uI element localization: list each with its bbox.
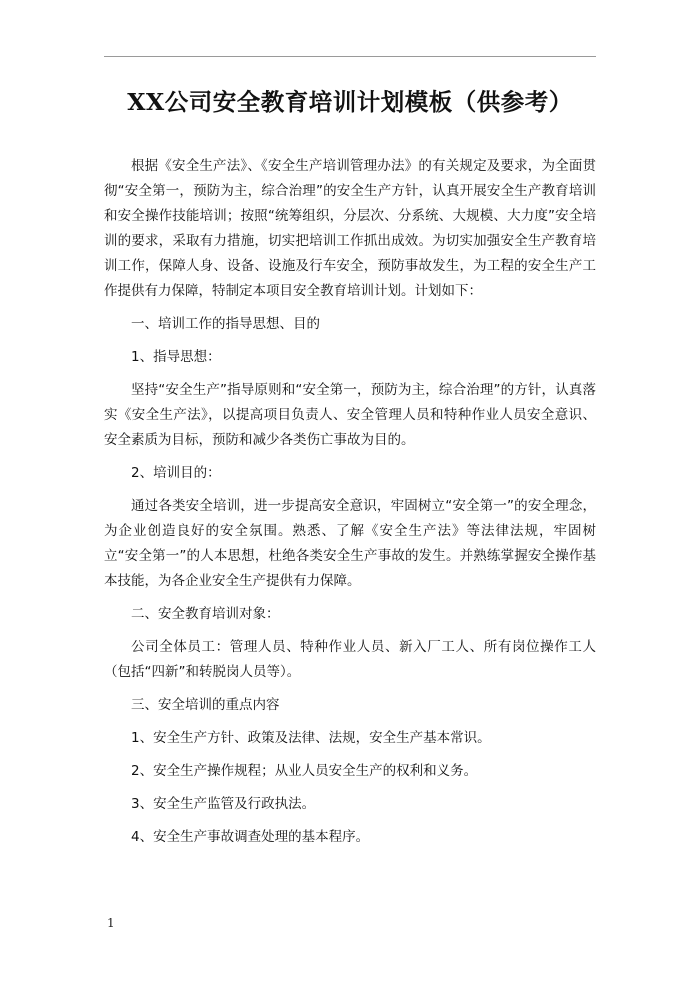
section-heading-1: 一、培训工作的指导思想、目的: [131, 316, 320, 332]
list-item: 4、安全生产事故调查处理的基本程序。: [131, 829, 370, 845]
list-item: 2、安全生产操作规程；从业人员安全生产的权利和义务。: [131, 763, 478, 779]
subheading-guiding-ideology: 1、指导思想：: [131, 349, 221, 365]
document-title: XX公司安全教育培训计划模板（供参考）: [127, 88, 573, 116]
header-rule: [104, 56, 596, 57]
intro-paragraph: 根据《安全生产法》、《安全生产培训管理办法》的有关规定及要求，为全面贯彻“安全第一，预防为主，综合治理”的安全生产方针，认真开展安全生产教育培训和安全操作技能培训；按照“统筹组织，分层次、分系统、大规模、大力度”安全培训的要求，采取有力措施，切实把培训工作抓出成效。为切实加强安全生产教育培训工作，保障人身、设备、设施及行车安全，预防事故发生，为工程的安全生产工作提供有力保障，特制定本项目安全教育培训计划。计划如下：: [104, 158, 596, 299]
paragraph-training-targets: 公司全体员工：管理人员、特种作业人员、新入厂工人、所有岗位操作工人（包括“四新”和转脱岗人员等）。: [104, 639, 596, 680]
paragraph-guiding-ideology: 坚持“安全生产”指导原则和“安全第一，预防为主，综合治理”的方针，认真落实《安全生产法》，以提高项目负责人、安全管理人员和特种作业人员安全意识、安全素质为目标，预防和减少各类伤亡事故为目的。: [104, 382, 596, 448]
subheading-training-purpose: 2、培训目的：: [131, 465, 221, 481]
list-item: 1、安全生产方针、政策及法律、法规，安全生产基本常识。: [131, 730, 491, 746]
paragraph-training-purpose: 通过各类安全培训，进一步提高安全意识，牢固树立“安全第一”的安全理念，为企业创造良好的安全氛围。熟悉、了解《安全生产法》等法律法规，牢固树立“安全第一”的人本思想，杜绝各类安全生产事故的发生。并熟练掌握安全操作基本技能，为各企业安全生产提供有力保障。: [104, 498, 596, 589]
section-heading-3: 三、安全培训的重点内容: [131, 697, 280, 713]
page-number: 1: [107, 916, 115, 930]
list-item: 3、安全生产监管及行政执法。: [131, 796, 316, 812]
section-heading-2: 二、安全教育培训对象：: [131, 606, 280, 622]
document-body: [104, 154, 596, 850]
